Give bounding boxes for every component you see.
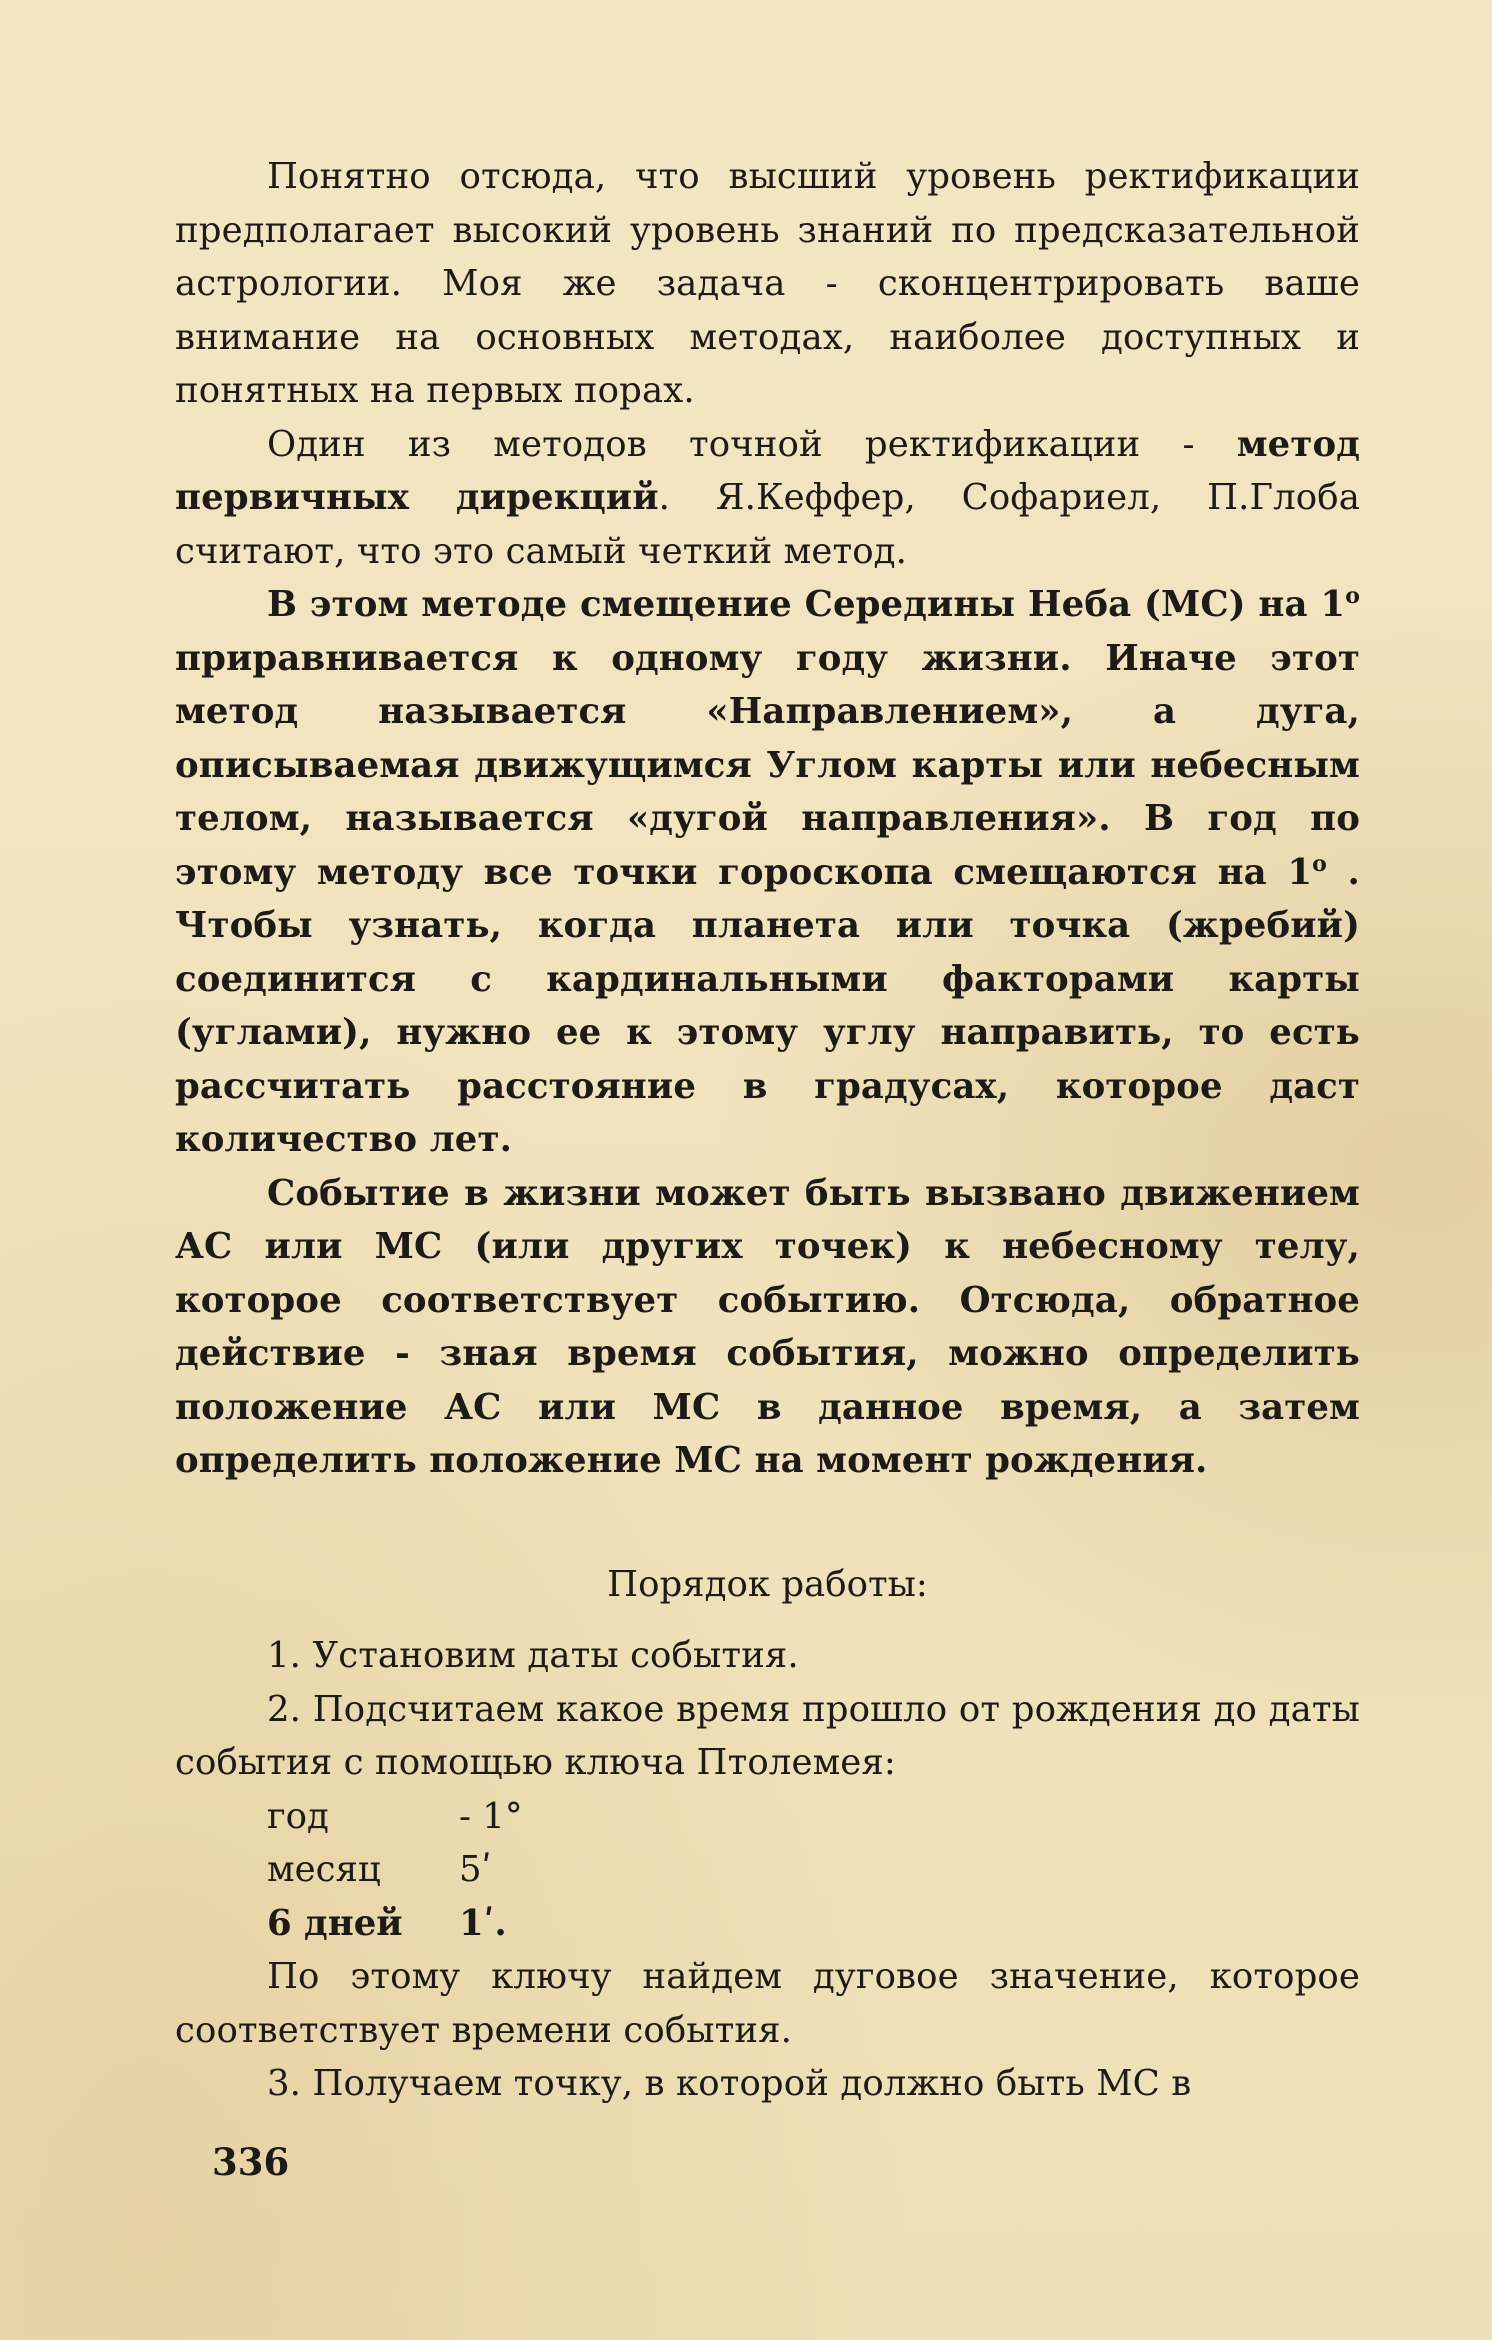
step-3: 3. Получаем точку, в которой должно быть МС в [267,2063,1192,2104]
step-1: 1. Установим даты события. [267,1635,799,1676]
page-body [175,150,1360,2111]
paragraph-2-end: . Я.Кеффер, Софариел, П.Глоба считают, что это самый четкий метод. [175,477,1360,572]
key-label: месяц [267,1849,381,1890]
paragraph-1: Понятно отсюда, что высший уровень ректификации предполагает высокий уровень знаний по предсказательной астрологии. Моя же задача - сконцентрировать ваше внимание на основных методах, наиболее доступных и понятных на первых порах. [175,156,1360,411]
degree-sign: o [1312,850,1327,877]
paragraph-2 [175,418,1360,579]
key-value: 5ʹ [459,1849,492,1890]
key-row [175,1843,1360,1897]
section-heading: Порядок работы: [607,1563,928,1605]
paragraph-3-b: приравнивается к одному году жизни. Иначе этот метод называется «Направлением», а дуга, описываемая движущимся Углом карты или небесным телом, называется «дугой направления». В год по этому методу все точки гороскопа смещаются на 1 [175,637,1360,893]
ptolemy-key [175,1790,1360,1951]
key-value: 1ʹ. [459,1902,507,1944]
paragraph-2-start: Один из методов точной ректификации - [267,423,1237,465]
key-label: 6 дней [267,1902,403,1944]
step-2: 2. Подсчитаем какое время прошло от рождения до даты события с помощью ключа Птолемея: [175,1688,1360,1783]
key-row [175,1897,1360,1951]
paragraph-2-bold: метод первичных дирекций [175,423,1360,518]
paragraph-3-a: В этом методе смещение Середины Неба (МС) на 1 [267,584,1346,625]
paragraph-3 [175,578,1360,1167]
paragraph-3-c: . Чтобы узнать, когда планета или точка (жребий) соединится с кардинальными факторами карты (углами), нужно ее к этому углу направить, то есть рассчитать расстояние в градусах, которое даст количество лет. [175,851,1360,1160]
key-value: - 1° [459,1795,523,1837]
key-label: год [267,1795,329,1837]
paragraph-4: Событие в жизни может быть вызвано движением АС или МС (или других точек) к небесному телу, которое соответствует событию. Отсюда, обратное действие - зная время события, можно определить положение АС или МС в данное время, а затем определить положение МС на момент рождения. [175,1172,1360,1481]
degree-sign: o [1345,583,1360,610]
page-number: 336 [212,2140,290,2184]
paragraph-after-key: По этому ключу найдем дуговое значение, которое соответствует времени события. [175,1956,1360,2051]
key-row [175,1790,1360,1844]
